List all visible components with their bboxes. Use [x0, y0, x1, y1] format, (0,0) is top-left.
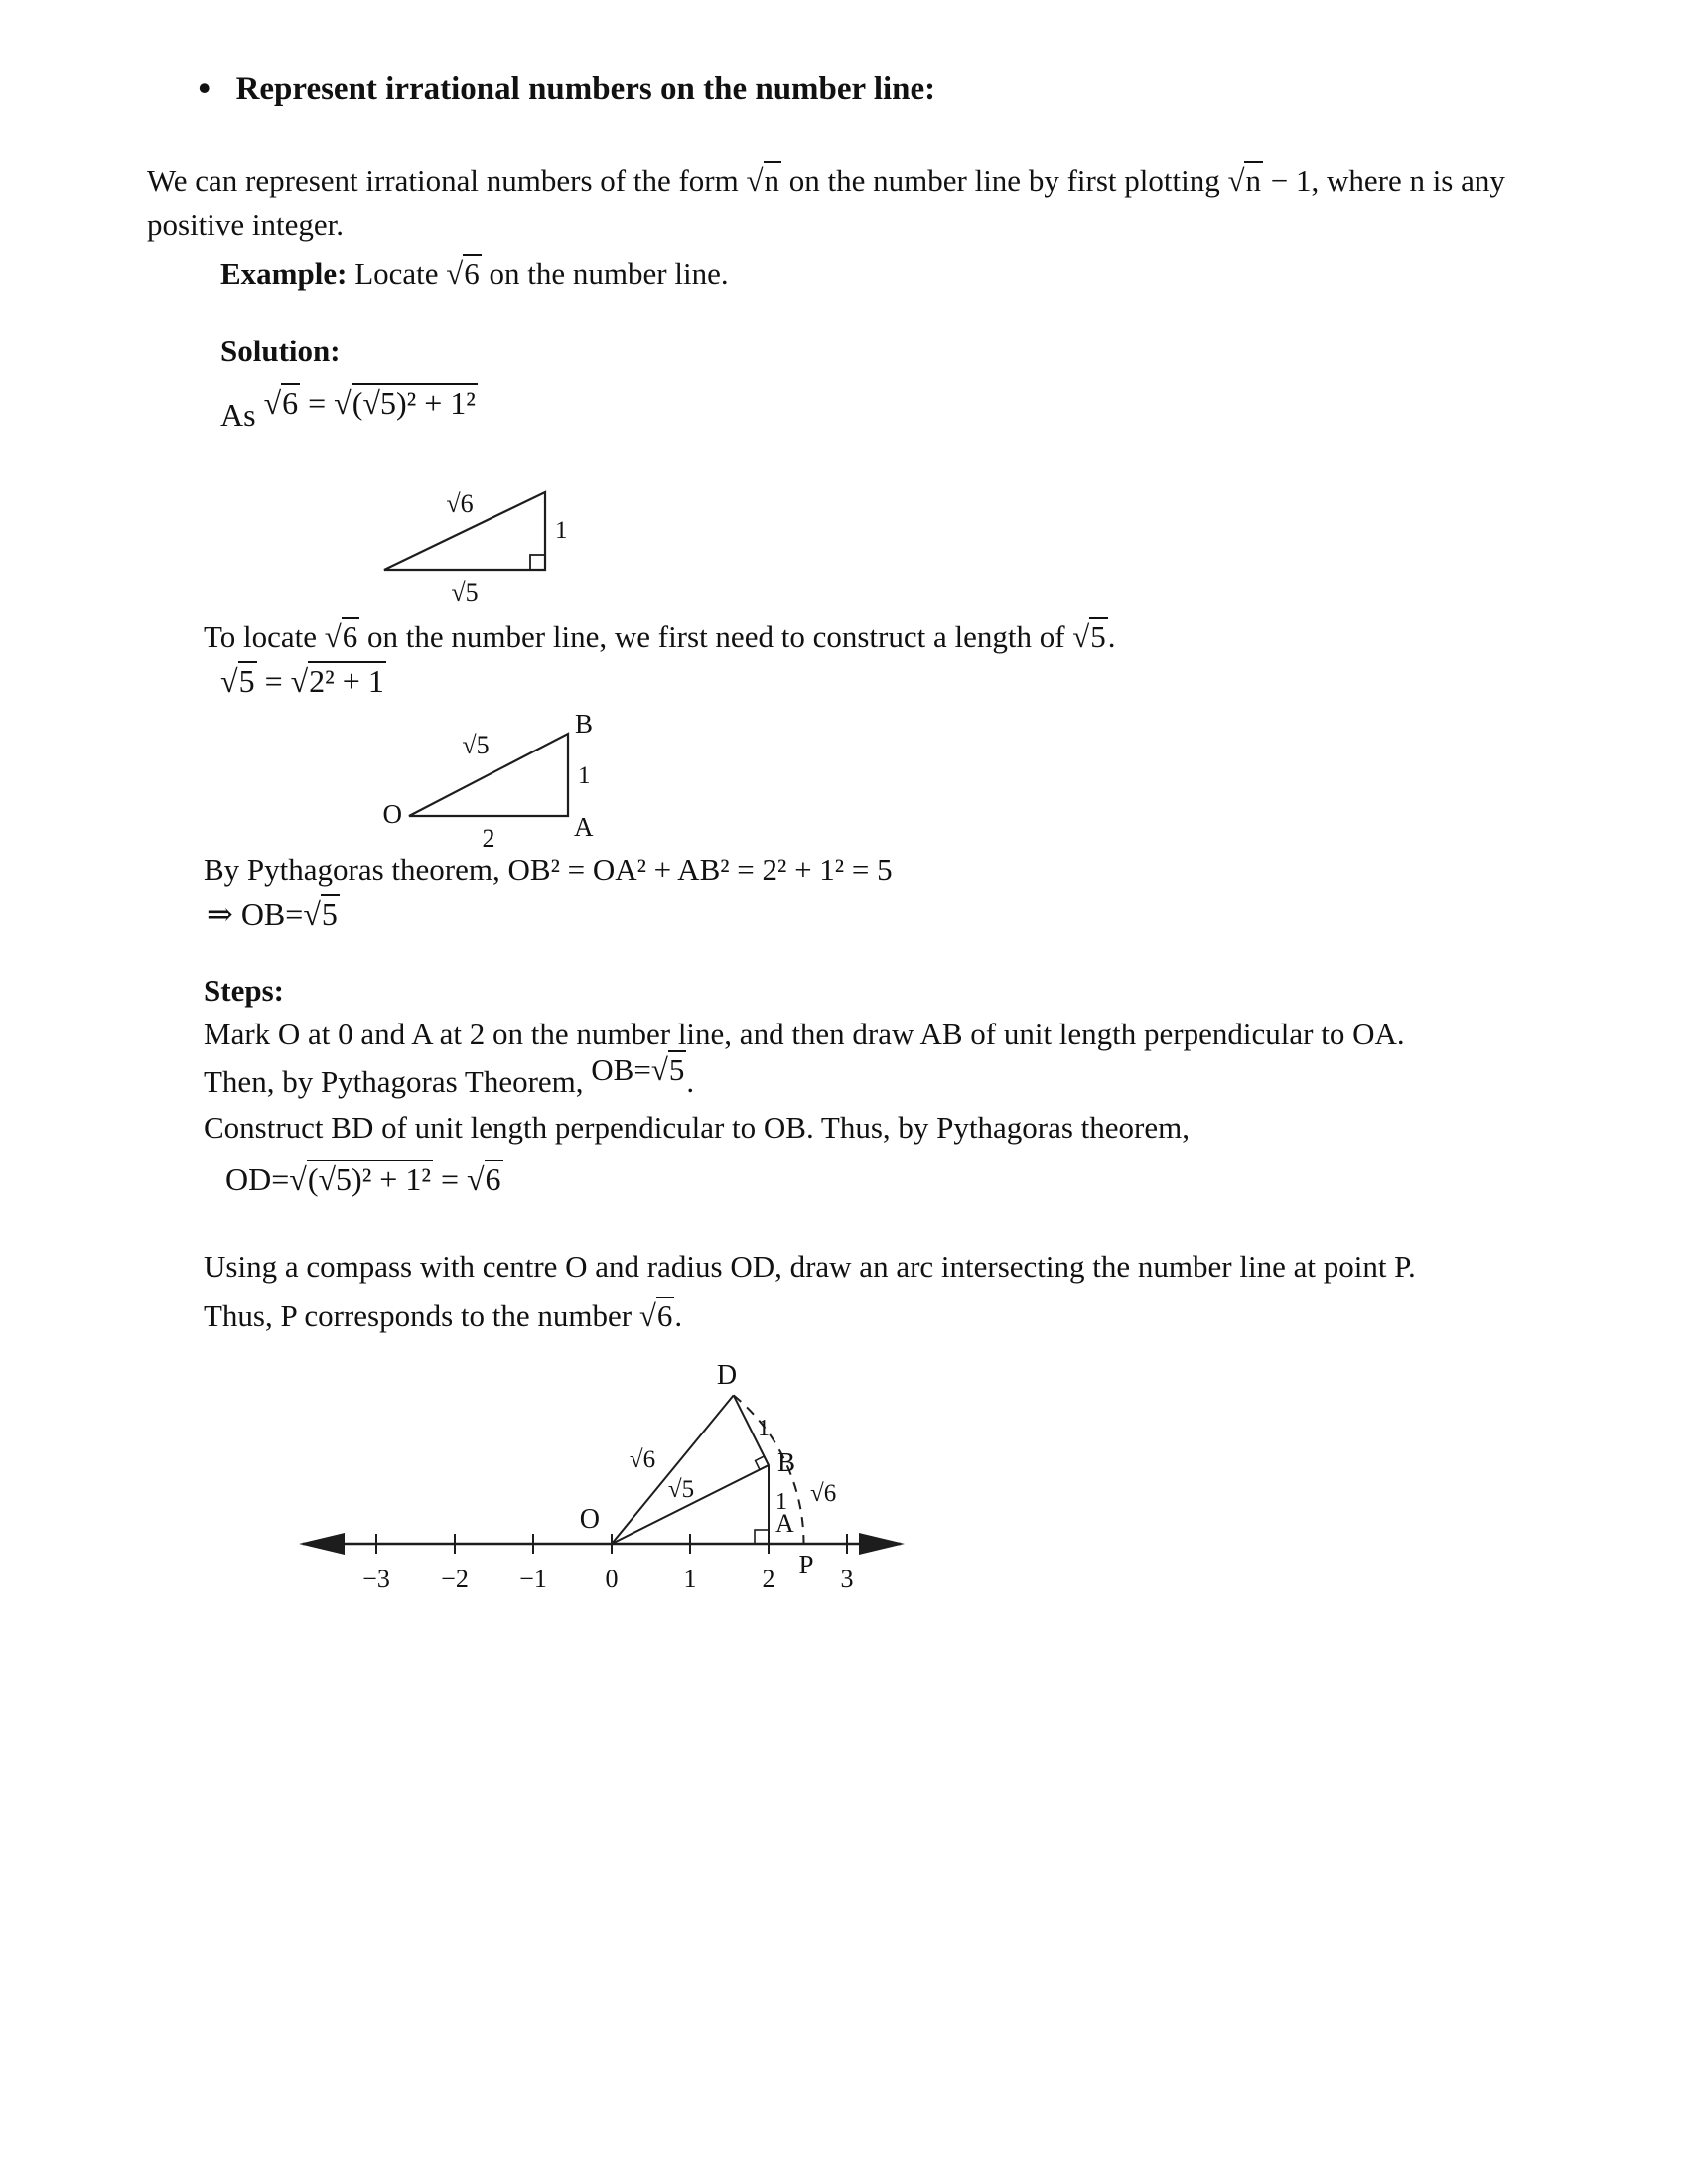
point-o-label: O [579, 1504, 600, 1535]
solution-label: Solution: [220, 334, 341, 368]
locate-line [204, 619, 1116, 655]
intro-paragraph [147, 159, 1582, 248]
intro-text-1: We can represent irrational numbers of the form [147, 163, 747, 198]
formula-sqrt-5-inline: √5 [1072, 619, 1106, 654]
formula-sqrt-6-final: √6 [638, 1298, 673, 1333]
point-o-label: O [382, 799, 402, 829]
tick-labels [362, 1565, 853, 1593]
tick-label: 0 [605, 1565, 619, 1593]
steps-label: Steps: [204, 973, 284, 1008]
formula-sqrt-6-inline: √6 [324, 619, 358, 654]
formula-sqrt-n-minus-1: √n − 1 [1227, 163, 1312, 198]
equation-sqrt6-expansion: √6 = √(√5)² + 1² [263, 385, 476, 421]
steps-line-2-pre: Then, by Pythagoras Theorem, [204, 1064, 592, 1099]
steps-line-2-post: . [686, 1064, 695, 1099]
steps-line-3: Construct BD of unit length perpendicular to OB. Thus, by Pythagoras theorem, [204, 1110, 1190, 1145]
intro-text-3: , where n is any positive integer. [147, 163, 1505, 242]
bullet-icon: • [198, 69, 211, 109]
point-a-label: A [574, 812, 594, 842]
point-b-label: B [575, 709, 594, 739]
numberline-diagram [293, 1352, 948, 1610]
as-word: As [220, 397, 256, 433]
formula-sqrt-n: √n [746, 163, 780, 198]
tick-label: −2 [441, 1565, 469, 1593]
segment-ab-label: 1 [775, 1489, 787, 1515]
hypotenuse-label: √6 [446, 489, 474, 518]
steps-line-1: Mark O at 0 and A at 2 on the number line, and then draw AB of unit length perpendicular to OA. [204, 1017, 1405, 1051]
as-line [220, 385, 478, 434]
right-angle-icon [530, 555, 545, 570]
section-heading-row [199, 71, 935, 108]
base-label: √5 [451, 578, 479, 607]
equation-sqrt5-expansion: √5 = √2² + 1 [220, 663, 384, 699]
ob-result-line: ⇒ OB=√5 [207, 896, 338, 932]
intro-text-2: on the number line by first plotting [781, 163, 1228, 198]
thus-text-pre: Thus, P corresponds to the number [204, 1298, 639, 1333]
example-text-pre: Locate [347, 256, 447, 291]
point-b-label: B [777, 1447, 796, 1477]
formula-sqrt-6: √6 [446, 256, 480, 291]
side-label: 1 [578, 762, 591, 789]
base-label: 2 [482, 824, 495, 853]
point-p-label: P [798, 1550, 814, 1579]
segment-od-label: √6 [629, 1446, 656, 1473]
hypotenuse-label: √5 [462, 731, 490, 759]
tick-label: −1 [519, 1565, 547, 1593]
example-text-post: on the number line. [481, 256, 729, 291]
example-line [220, 256, 729, 292]
thus-line [204, 1298, 682, 1334]
equation-ob: OB=√5 [591, 1052, 685, 1087]
point-d-label: D [716, 1360, 738, 1391]
compass-line: Using a compass with centre O and radius OD, draw an arc intersecting the number line at point P. [204, 1249, 1416, 1284]
locate-text-pre: To locate [204, 619, 325, 654]
tick-label: −3 [362, 1565, 390, 1593]
arrowhead-left-icon [299, 1533, 345, 1555]
steps-line-2 [204, 1052, 695, 1100]
right-angle-a-icon [755, 1530, 769, 1544]
tick-label: 3 [840, 1565, 854, 1593]
locate-text-post: . [1107, 619, 1116, 654]
tick-label: 1 [683, 1565, 697, 1593]
triangle-sqrt6-diagram [354, 449, 623, 608]
arc-radius-label: √6 [810, 1480, 837, 1507]
segment-bd-label: 1 [758, 1416, 770, 1441]
right-angle-b-icon [756, 1456, 769, 1470]
thus-text-post: . [674, 1298, 683, 1333]
tick-label: 2 [762, 1565, 775, 1593]
section-heading: Represent irrational numbers on the number line: [235, 71, 936, 107]
side-label: 1 [555, 517, 568, 544]
example-label: Example: [220, 256, 348, 291]
segment-ob-label: √5 [667, 1476, 695, 1503]
locate-text-mid: on the number line, we first need to construct a length of [359, 619, 1073, 654]
pythagoras-line: By Pythagoras theorem, OB² = OA² + AB² = 2² + 1² = 5 [204, 852, 893, 887]
point-a-label: A [775, 1509, 794, 1538]
arrowhead-right-icon [859, 1533, 905, 1555]
triangle-sqrt5-diagram [364, 687, 682, 856]
equation-od: OD=√(√5)² + 1² = √6 [225, 1161, 501, 1197]
